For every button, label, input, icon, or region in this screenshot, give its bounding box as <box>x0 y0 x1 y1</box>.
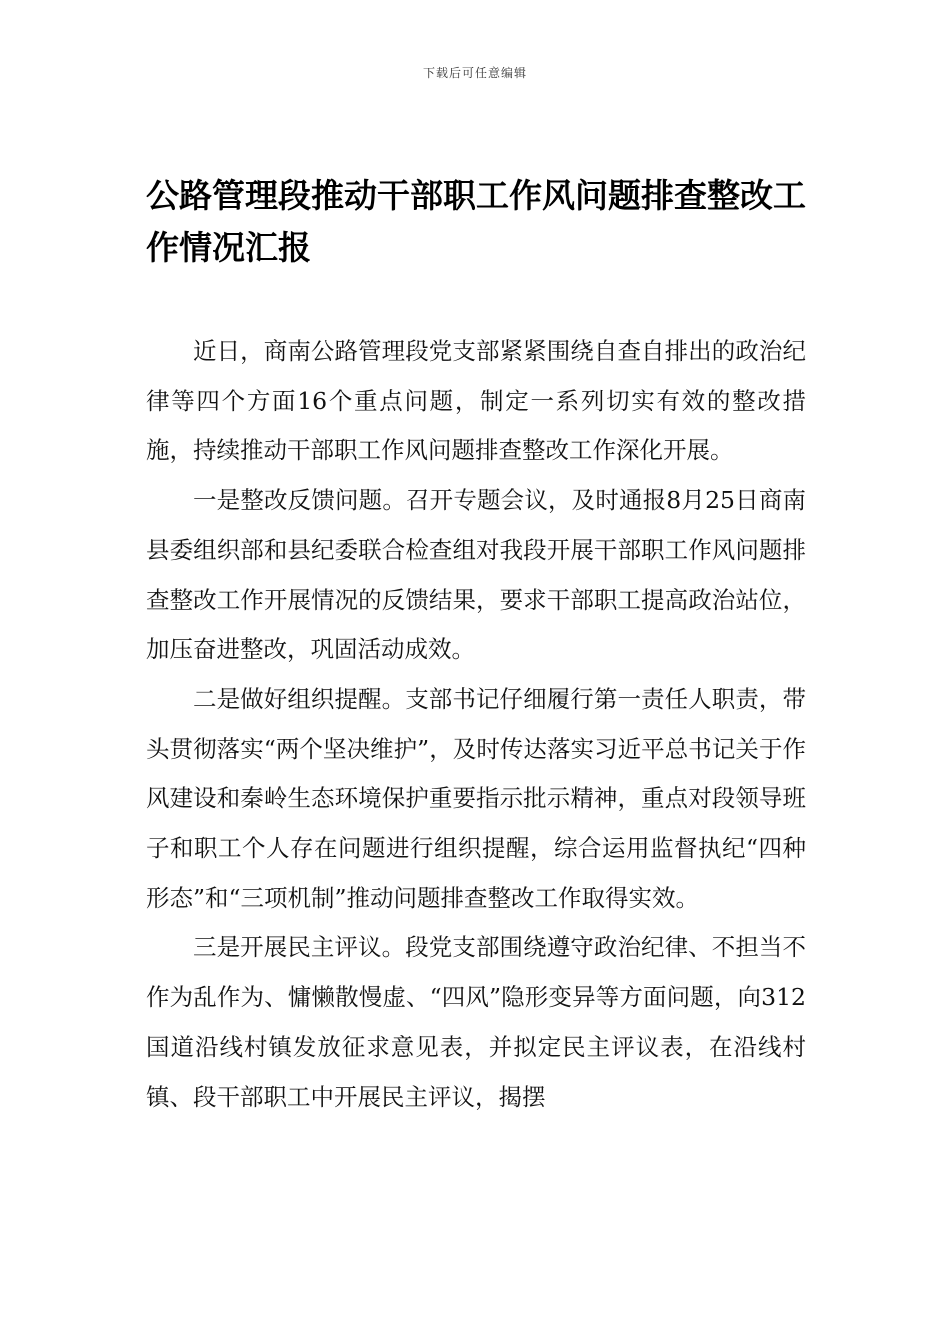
document-title: 公路管理段推动干部职工作风问题排查整改工作情况汇报 <box>146 176 806 267</box>
paragraph-intro: 近日，商南公路管理段党支部紧紧围绕自查自排出的政治纪律等四个方面16个重点问题，制定一系列切实有效的整改措施，持续推动干部职工作风问题排查整改工作深化开展。 <box>146 337 806 465</box>
document-body <box>146 327 806 1122</box>
paragraph-feedback: 一是整改反馈问题。召开专题会议，及时通报8月25日商南县委组织部和县纪委联合检查组对我段开展干部职工作风问题排查整改工作开展情况的反馈结果，要求干部职工提高政治站位，加压奋进整改，巩固活动成效。 <box>146 486 806 664</box>
page-header: 下载后可任意编辑 <box>422 66 527 80</box>
paragraph-evaluation: 三是开展民主评议。段党支部围绕遵守政治纪律、不担当不作为乱作为、慵懒散慢虚、“四风”隐形变异等方面问题，向312国道沿线村镇发放征求意见表，并拟定民主评议表，在沿线村镇、段干部职工中开展民主评议，揭摆 <box>146 933 806 1111</box>
paragraph-reminder: 二是做好组织提醒。支部书记仔细履行第一责任人职责，带头贯彻落实“两个坚决维护”，及时传达落实习近平总书记关于作风建设和秦岭生态环境保护重要指示批示精神，重点对段领导班子和职工个人存在问题进行组织提醒，综合运用监督执纪“四种形态”和“三项机制”推动问题排查整改工作取得实效。 <box>146 684 806 912</box>
